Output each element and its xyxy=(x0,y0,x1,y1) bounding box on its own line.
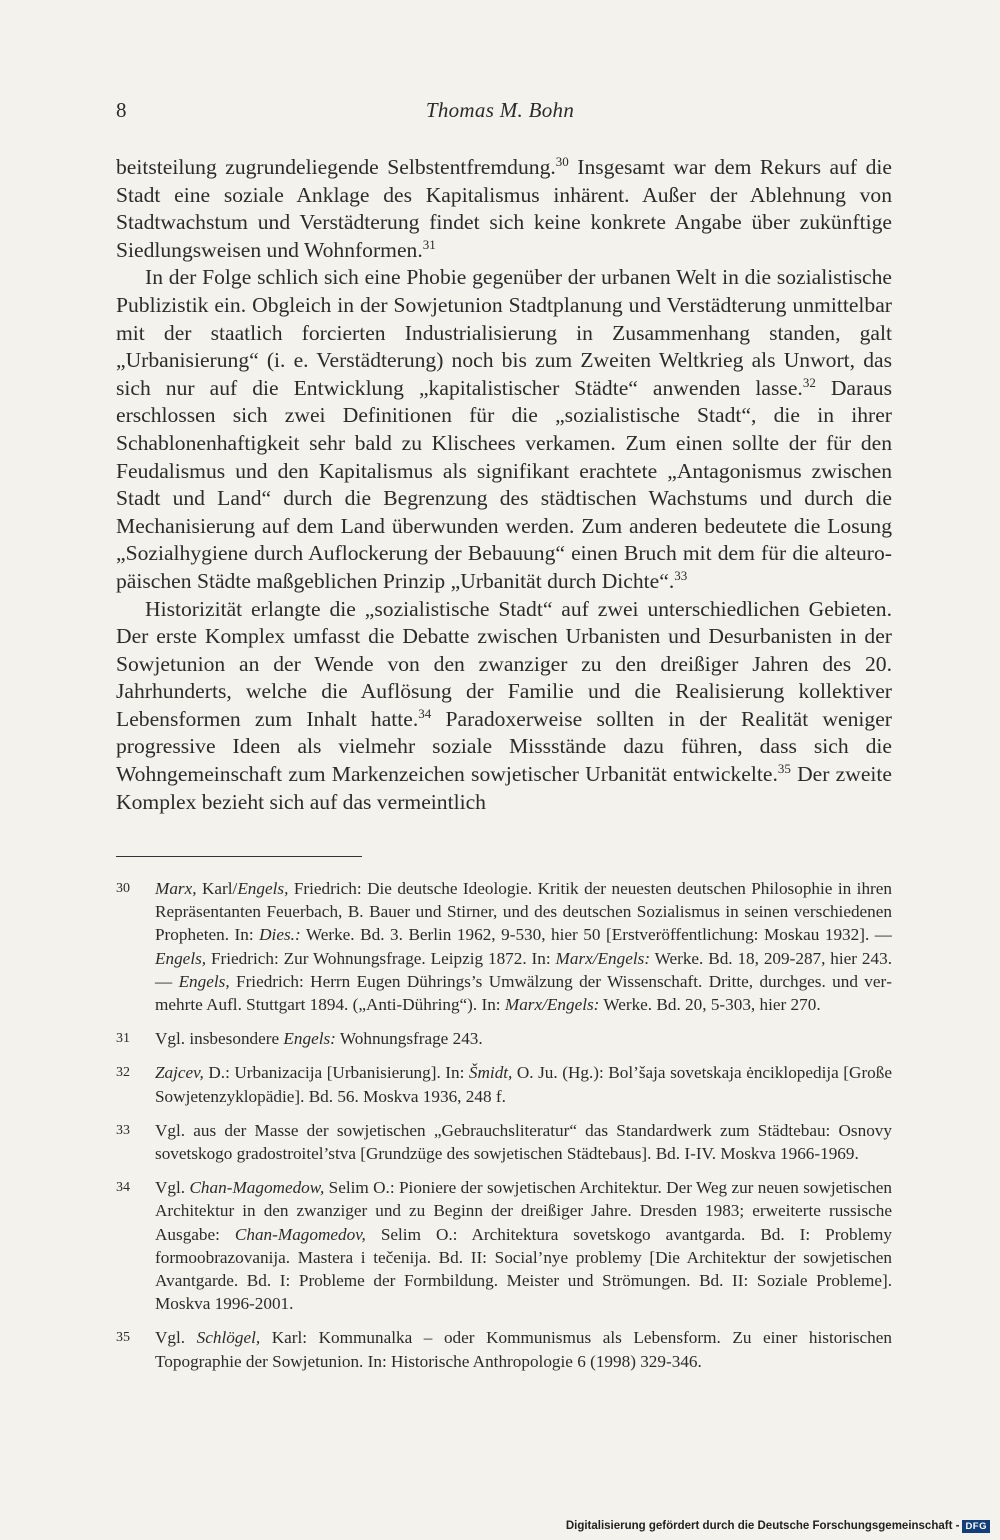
scan-credit-text: Digitalisierung gefördert durch die Deutsche Forschungsgemeinschaft - xyxy=(565,1520,960,1532)
footnote-author: Engels: xyxy=(283,1029,336,1049)
footnote-text: Vgl. xyxy=(155,1178,190,1198)
paragraph-text: In der Folge schlich sich eine Phobie gegenüber der urbanen Welt in die sozialistische Publizistik ein. Obgleich in der Sowjetunion Stadtplanung und Verstädterung unmittelbar mit der staatlich forcierten Industrialisierung in Zusammenhang standen, galt „Urbanisierung“ (i. e. Verstädterung) noch bis zum Zweiten Weltkrieg als Unwort, das sich nur auf die Entwicklung „kapitalistischer Städte“ anwenden lasse. xyxy=(116,265,892,400)
page-number: 8 xyxy=(116,98,127,122)
footnotes xyxy=(116,877,892,1384)
footnote-text: D.: Urbanizacija [Urbanisierung]. In: xyxy=(203,1063,469,1083)
paragraph-2 xyxy=(116,264,892,595)
footnote-text: Vgl. insbesondere xyxy=(155,1029,284,1049)
running-head-author: Thomas M. Bohn xyxy=(425,98,575,122)
footnote-number: 30 xyxy=(116,881,130,896)
footnote-author: Marx/Engels: xyxy=(555,948,651,968)
footnote-author: Dies.: xyxy=(259,925,301,945)
footnote-text: O. Ju. (Hg.): Bol’šaja sovetskaja ėnciklopedija [Große Sowjetenzyklopädie]. Bd. 56. Moskva 1936, 248 f. xyxy=(155,1063,892,1106)
footnote-text: Karl/ xyxy=(196,879,238,898)
footnote-31 xyxy=(116,1027,892,1050)
paragraph-3 xyxy=(116,596,892,817)
footnote-author: Šmidt, xyxy=(468,1063,513,1083)
footnote-number: 34 xyxy=(116,1180,130,1196)
footnote-text: Werke. Bd. 20, 5-303, hier 270. xyxy=(599,995,821,1015)
footnote-text: Werke. Bd. 3. Berlin 1962, 9-530, hier 50 [Erstveröffentlichung: Moskau 1932]. — xyxy=(300,925,892,945)
footnote-ref-30[interactable]: 30 xyxy=(555,154,569,169)
footnote-34 xyxy=(116,1176,892,1315)
footnote-text: Vgl. xyxy=(155,1328,197,1348)
dfg-logo-icon: DFG xyxy=(962,1520,990,1533)
footnote-ref-33[interactable]: 33 xyxy=(674,567,688,583)
footnote-ref-32[interactable]: 32 xyxy=(802,374,816,390)
paragraph-text: Historizität erlangte die „sozialistische Stadt“ auf zwei unterschiedlichen Gebieten. Der erste Komplex umfasst die Debatte zwischen Urbanisten und Desurbanisten in der Sowjetunion an der Wende von den zwanziger zu den dreißiger Jahren des 20. Jahrhunderts, welche die Auflösung der Familie und die Realisierung kollektiver Lebensformen zum Inhalt hatte. xyxy=(116,596,892,731)
footnote-text: Selim O.: Architektura sovetskogo avantgarda. Bd. I: Problemy formoobrazovanija. Mastera i tečenija. Bd. II: Social’nye problemy [Die Architektur der sowjetischen Avantgarde. Bd. I: Probleme der Formbildung. Meister und Strömungen. Bd. II: Soziale Probleme]. Moskva 1996-2001. xyxy=(155,1224,892,1314)
footnote-text: Friedrich: Herrn Eugen Dührings’s Umwälzung der Wissenschaft. Dritte, durchges. und vermehrte Aufl. Stuttgart 1894. („Anti-Dühring“). In: xyxy=(155,971,892,1015)
scan-credit xyxy=(566,1520,990,1533)
footnote-text: Werke. Bd. 18, 209-287, hier 243. — xyxy=(155,948,892,991)
show-through-artifact xyxy=(640,100,645,122)
footnote-32 xyxy=(116,1061,892,1107)
footnote-ref-34[interactable]: 34 xyxy=(418,705,432,721)
footnote-text: Selim O.: Pioniere der sowjetischen Architektur. Der Weg zur neuen sowjetischen Architektur in den zwanziger und zu Beginn der dreißiger Jahre. Dresden 1983; erweiterte russische Ausgabe: xyxy=(155,1178,892,1244)
paragraph-text: Insgesamt war dem Rekurs auf die Stadt eine soziale Anklage des Kapitalismus inhärent. Außer der Ablehnung von Stadtwachstum und Verstädterung findet sich keine konkrete Angabe über zukünftige Siedlungsweisen und Wohnformen. xyxy=(116,155,892,262)
footnote-number: 35 xyxy=(116,1330,130,1346)
footnote-author: Engels, xyxy=(237,879,289,898)
paragraph-text: Paradoxerweise sollten in der Realität weniger progressive Ideen als vielmehr soziale Missstände dazu führen, dass sich die Wohngemeinschaft zum Markenzeichen sowjetischer Urbanität entwickelte. xyxy=(116,706,892,787)
footnote-35 xyxy=(116,1326,892,1372)
main-text xyxy=(116,154,892,816)
footnote-number: 33 xyxy=(116,1122,130,1138)
paragraph-text: Daraus erschlossen sich zwei Definitionen für die „sozialistische Stadt“, die in ihrer Schablonenhaftigkeit sehr bald zu Klischees verkamen. Zum einen sollte der für den Feudalismus und den Kapitalismus als signifikant erachtete „Antagonismus zwischen Stadt und Land“ durch die Begrenzung des städtischen Wachstums und durch die Mechanisierung auf dem Land überwunden werden. Zum anderen bedeutete die Losung „Sozialhygiene durch Auflockerung der Bebauung“ einen Bruch mit dem für die alteuropäischen Städte maßgeblichen Prinzip „Urbanität durch Dichte“. xyxy=(116,375,892,593)
footnote-text: Friedrich: Zur Wohnungsfrage. Leipzig 1872. In: xyxy=(206,948,556,968)
footnote-text: Vgl. aus der Masse der sowjetischen „Gebrauchsliteratur“ das Standardwerk zum Städtebau: Osnovy sovetskogo gradostroitel’stva [Grundzüge des sowjetischen Städtebaus]. Bd. I-IV. Moskva 1966-1969. xyxy=(155,1120,892,1164)
footnote-ref-31[interactable]: 31 xyxy=(422,236,436,252)
footnote-author: Chan-Magomedow, xyxy=(189,1178,325,1198)
footnote-author: Marx/Engels: xyxy=(504,995,600,1015)
footnote-separator xyxy=(116,856,362,857)
footnote-33 xyxy=(116,1119,892,1165)
footnote-number: 32 xyxy=(116,1065,130,1081)
footnote-text: Friedrich: Die deutsche Ideologie. Kritik der neuesten deutschen Philosophie in ihren Repräsentanten Feuerbach, B. Bauer und Stirner, und des deutschen Sozialismus in seinen verschiedenen Propheten. In: xyxy=(155,879,892,945)
footnote-text: Karl: Kommunalka – oder Kommunismus als Lebensform. Zu einer historischen Topographie der Sowjetunion. In: Historische Anthropologie 6 (1998) 329-346. xyxy=(155,1328,892,1371)
footnote-ref-35[interactable]: 35 xyxy=(777,761,791,777)
footnote-author: Marx, xyxy=(155,879,197,898)
footnote-author: Chan-Magomedov, xyxy=(234,1224,366,1244)
footnote-author: Schlögel, xyxy=(196,1328,261,1348)
footnote-author: Engels, xyxy=(155,948,207,968)
footnote-text: Wohnungsfrage 243. xyxy=(335,1029,483,1049)
paragraph-text: Der zweite Komplex bezieht sich auf das vermeintlich xyxy=(116,762,892,814)
paragraph-text: beitsteilung zugrundeliegende Selbstentfremdung. xyxy=(116,155,556,179)
footnote-30 xyxy=(116,877,892,1016)
paragraph-1 xyxy=(116,154,892,264)
footnote-author: Engels, xyxy=(178,971,230,991)
footnote-author: Zajcev, xyxy=(155,1063,204,1083)
footnote-number: 31 xyxy=(116,1031,130,1047)
